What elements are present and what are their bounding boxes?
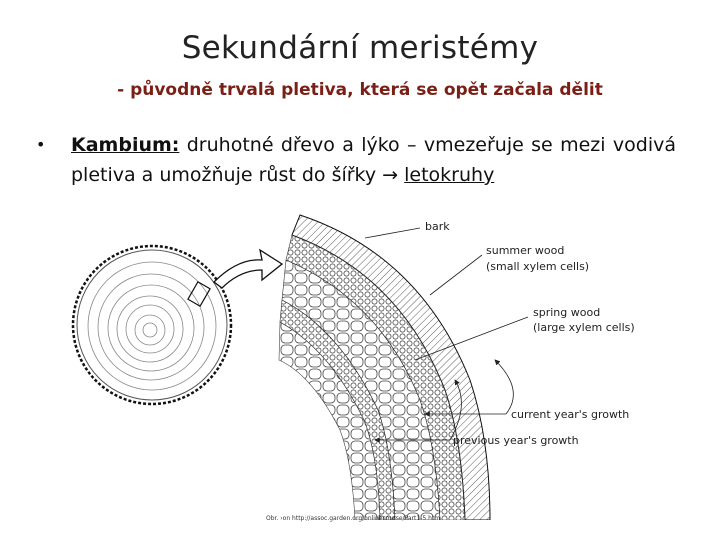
bark-leader <box>365 228 420 238</box>
bullet-link-word: letokruhy <box>404 164 495 186</box>
bullet-description: druhotné dřevo a lýko – vmezeřuje se mezi vodivá pletiva a umožňuje růst do šířky → <box>71 134 676 186</box>
bullet-item-kambium <box>36 130 676 190</box>
label-current-growth: current year's growth <box>511 408 630 421</box>
figure-caption: Obr. ›on http://assoc.garden.org/onlinecourse/Part1-5.htm <box>266 515 441 522</box>
slide-title: Sekundární meristémy <box>181 30 539 66</box>
bullet-text <box>71 130 676 190</box>
magnified-wood-section <box>279 215 490 520</box>
label-spring-wood-note: (large xylem cells) <box>533 321 635 334</box>
current-growth-arrow-top <box>495 360 513 414</box>
slide-subtitle: - původně trvalá pletiva, která se opět začala dělit <box>117 80 603 100</box>
trunk-cross-section <box>73 246 231 404</box>
label-bark: bark <box>425 220 450 233</box>
label-summer-wood: summer wood <box>486 244 565 257</box>
tree-ring-diagram <box>0 200 720 520</box>
bullet-term: Kambium: <box>71 134 180 156</box>
label-previous-growth: previous year's growth <box>453 434 579 447</box>
zoom-arrow <box>214 250 282 288</box>
label-spring-wood: spring wood <box>533 306 601 319</box>
bullet-marker: • <box>36 135 46 154</box>
label-summer-wood-note: (small xylem cells) <box>486 260 590 273</box>
summer-wood-leader <box>430 255 482 295</box>
